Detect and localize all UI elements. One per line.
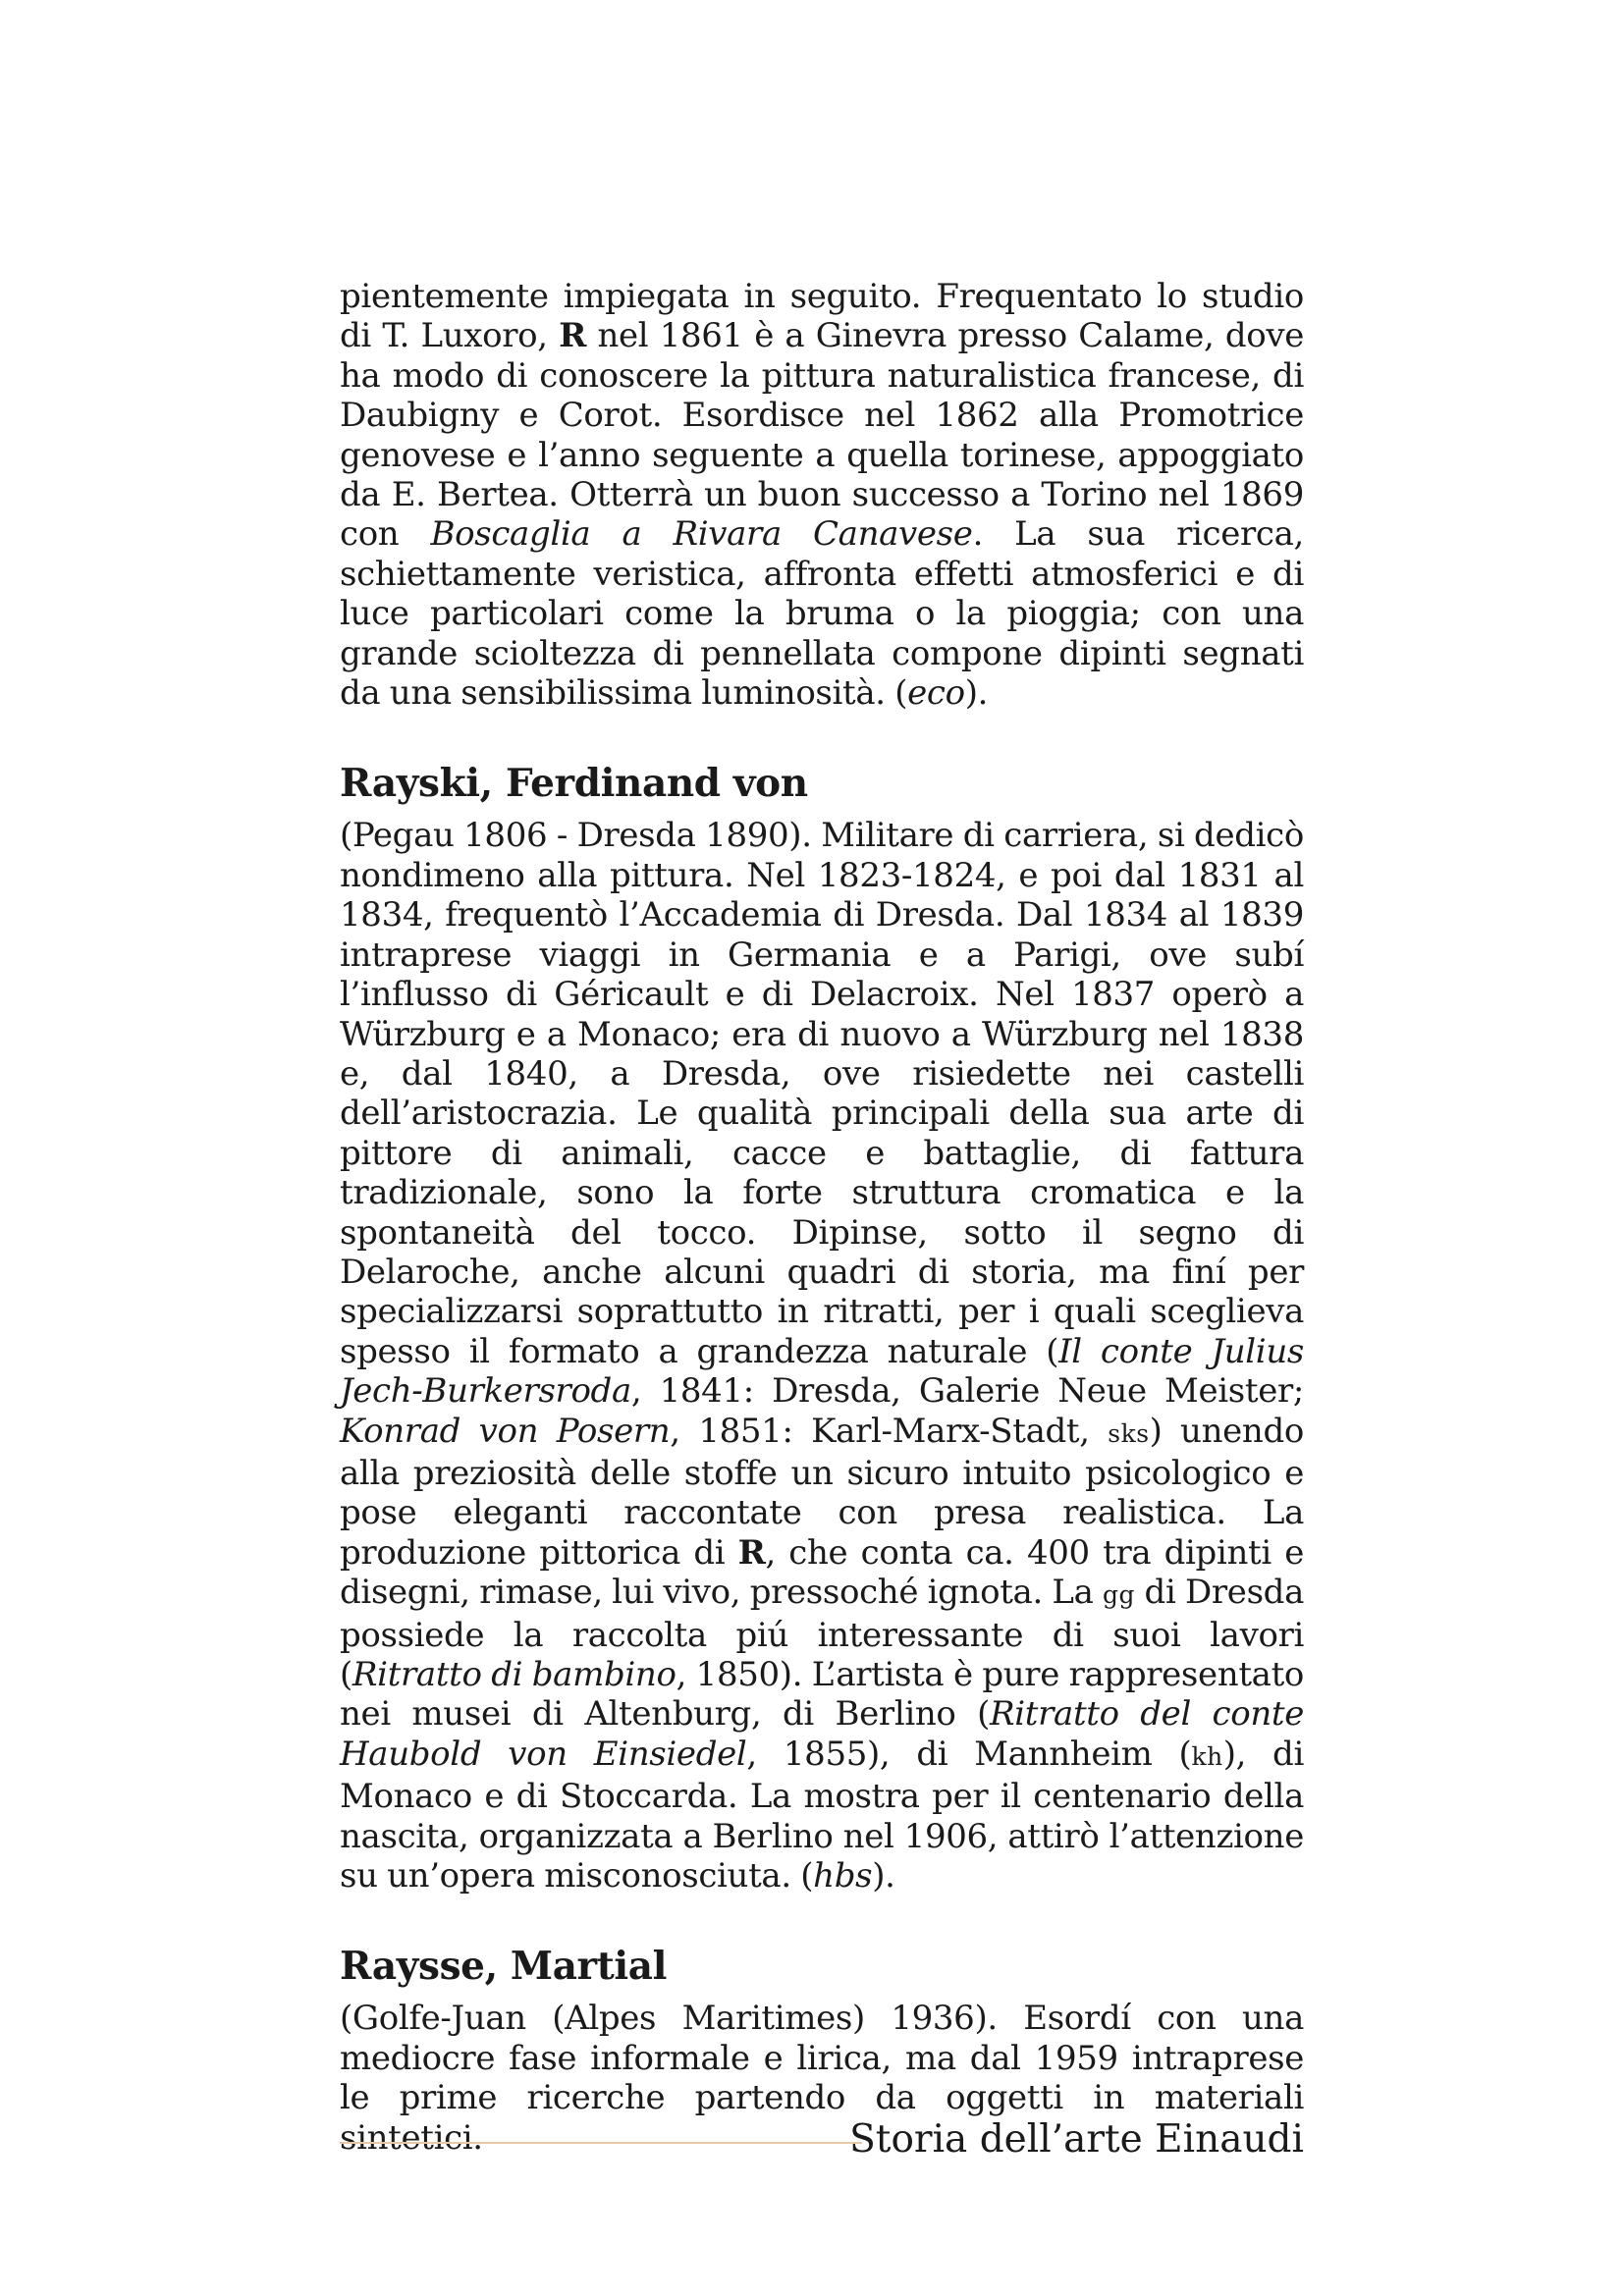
footer-rule bbox=[340, 2142, 862, 2144]
footer-publication-title: Storia dell’arte Einaudi bbox=[849, 2117, 1304, 2162]
page-body bbox=[340, 277, 1304, 2158]
page-footer bbox=[340, 2112, 1304, 2171]
entry-text-rayski: (Pegau 1806 - Dresda 1890). Militare di carriera, si dedicò nondimeno alla pittura. Nel 1823-1824, e poi dal 1831 al 1834, frequentò l’Accademia di Dresda. Dal 1834 al 1839 intraprese viaggi in Germania e a Parigi, ove subí l’influsso di Géricault e di Delacroix. Nel 1837 operò a Würzburg e a Monaco; era di nuovo a Würzburg nel 1838 e, dal 1840, a Dresda, ove risiedette nei castelli dell’aristocrazia. Le qualità principali della sua arte di pittore di animali, cacce e battaglie, di fattura tradizionale, sono la forte struttura cromatica e la spontaneità del tocco. Dipinse, sotto il segno di Delaroche, anche alcuni quadri di storia, ma finí per specializzarsi soprattutto in ritratti, per i quali sceglieva spesso il formato a grandezza naturale (Il conte Julius Jech-Burkersroda, 1841: Dresda, Galerie Neue Meister; Konrad von Posern, 1851: Karl-Marx-Stadt, sks) unendo alla preziosità delle stoffe un sicuro intuito psicologico e pose eleganti raccontate con presa realistica. La produzione pittorica di R, che conta ca. 400 tra dipinti e disegni, rimase, lui vivo, pressoché ignota. La gg di Dresda possiede la raccolta piú interessante di suoi lavori (Ritratto di bambino, 1850). L’artista è pure rappresentato nei musei di Altenburg, di Berlino (Ritratto del conte Haubold von Einsiedel, 1855), di Mannheim (kh), di Monaco e di Stoccarda. La mostra per il centenario della nascita, organizzata a Berlino nel 1906, attirò l’attenzione su un’opera misconosciuta. (hbs). bbox=[340, 816, 1305, 1896]
entry-heading-rayski: Rayski, Ferdinand von bbox=[340, 761, 808, 807]
entry-heading-raysse: Raysse, Martial bbox=[340, 1944, 668, 1990]
entry-text-raysse: (Golfe-Juan (Alpes Maritimes) 1936). Esordí con una mediocre fase informale e lirica, ma dal 1959 intraprese le prime ricerche partendo da oggetti in materiali sintetici. bbox=[340, 1999, 1304, 2158]
entry-continuation-text: pientemente impiegata in seguito. Frequentato lo studio di T. Luxoro, R nel 1861 è a Ginevra presso Calame, dove ha modo di conoscere la pittura naturalistica francese, di Daubigny e Corot. Esordisce nel 1862 alla Promotrice genovese e l’anno seguente a quella torinese, appoggiato da E. Bertea. Otterrà un buon successo a Torino nel 1869 con Boscaglia a Rivara Canavese. La sua ricerca, schiettamente veristica, affronta effetti atmosferici e di luce particolari come la bruma o la pioggia; con una grande scioltezza di pennellata compone dipinti segnati da una sensibilissima luminosità. (eco). bbox=[340, 277, 1304, 714]
